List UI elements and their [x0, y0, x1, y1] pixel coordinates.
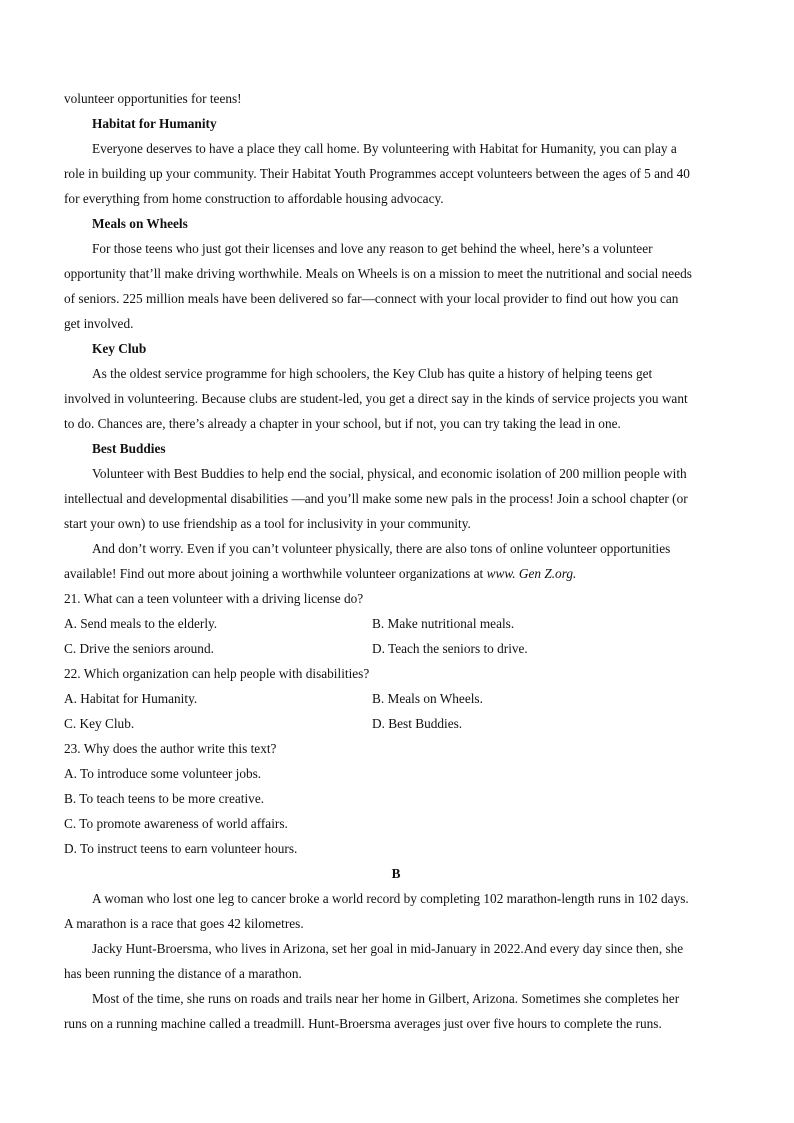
paragraph-line: runs on a running machine called a treadmill. Hunt-Broersma averages just over five hours to complete the runs. [64, 1016, 662, 1031]
section-meals-on-wheels [64, 211, 728, 336]
intro-tail: volunteer opportunities for teens! [64, 91, 242, 106]
option-b[interactable]: B. To teach teens to be more creative. [64, 791, 265, 806]
closing-line: And don’t worry. Even if you can’t volunteer physically, there are also tons of online volunteer opportunities [92, 541, 671, 556]
paragraph-line: for everything from home construction to affordable housing advocacy. [64, 191, 444, 206]
paragraph-line: opportunity that’ll make driving worthwhile. Meals on Wheels is on a mission to meet the nutritional and social needs [64, 266, 692, 281]
section-heading: Meals on Wheels [92, 216, 188, 231]
closing-text: available! Find out more about joining a worthwhile volunteer organizations at [64, 566, 487, 581]
option-row [64, 711, 728, 736]
section-heading: Key Club [92, 341, 147, 356]
document-page [64, 86, 728, 1036]
closing-line [64, 561, 728, 586]
paragraph-line: Most of the time, she runs on roads and trails near her home in Gilbert, Arizona. Sometimes she completes her [92, 991, 680, 1006]
option-a[interactable]: A. To introduce some volunteer jobs. [64, 766, 262, 781]
paragraph-line: Everyone deserves to have a place they call home. By volunteering with Habitat for Humanity, you can play a [92, 141, 677, 156]
option-c[interactable]: C. Key Club. [64, 716, 135, 731]
option-b[interactable]: B. Meals on Wheels. [372, 691, 483, 706]
option-row [64, 636, 728, 661]
paragraph-line: As the oldest service programme for high schoolers, the Key Club has quite a history of helping teens get [92, 366, 653, 381]
paragraph-line: of seniors. 225 million meals have been delivered so far—connect with your local provider to find out how you can [64, 291, 679, 306]
website-link[interactable]: www. Gen Z.org. [486, 566, 577, 581]
option-d[interactable]: D. To instruct teens to earn volunteer hours. [64, 841, 298, 856]
option-a[interactable]: A. Habitat for Humanity. [64, 691, 198, 706]
option-row [64, 611, 728, 636]
option-b[interactable]: B. Make nutritional meals. [372, 616, 515, 631]
question-stem: 23. Why does the author write this text? [64, 741, 277, 756]
paragraph-line: A woman who lost one leg to cancer broke a world record by completing 102 marathon-length runs in 102 days. [92, 891, 689, 906]
question-21 [64, 586, 728, 661]
passage-b-paragraph-1 [64, 886, 728, 936]
paragraph-line: has been running the distance of a marathon. [64, 966, 302, 981]
paragraph-line: role in building up your community. Their Habitat Youth Programmes accept volunteers between the ages of 5 and 40 [64, 166, 690, 181]
passage-b-paragraph-3 [64, 986, 728, 1036]
question-stem: 22. Which organization can help people with disabilities? [64, 666, 370, 681]
question-stem: 21. What can a teen volunteer with a driving license do? [64, 591, 364, 606]
option-c[interactable]: C. Drive the seniors around. [64, 641, 214, 656]
option-row [64, 686, 728, 711]
paragraph-line: Volunteer with Best Buddies to help end the social, physical, and economic isolation of 200 million people with [92, 466, 687, 481]
section-best-buddies [64, 436, 728, 536]
section-key-club [64, 336, 728, 436]
paragraph-line: Jacky Hunt-Broersma, who lives in Arizona, set her goal in mid-January in 2022.And every day since then, she [92, 941, 684, 956]
paragraph-line: get involved. [64, 316, 134, 331]
option-d[interactable]: D. Best Buddies. [372, 716, 463, 731]
option-c[interactable]: C. To promote awareness of world affairs. [64, 816, 288, 831]
passage-b-paragraph-2 [64, 936, 728, 986]
question-22 [64, 661, 728, 736]
paragraph-line: A marathon is a race that goes 42 kilometres. [64, 916, 304, 931]
question-23 [64, 736, 728, 861]
paragraph-line: involved in volunteering. Because clubs are student-led, you get a direct say in the kinds of service projects you want [64, 391, 688, 406]
section-habitat [64, 111, 728, 211]
paragraph-line: intellectual and developmental disabilities —and you’ll make some new pals in the process! Join a school chapter (or [64, 491, 688, 506]
passage-b-label: B [391, 866, 401, 881]
option-d[interactable]: D. Teach the seniors to drive. [372, 641, 528, 656]
paragraph-line: start your own) to use friendship as a tool for inclusivity in your community. [64, 516, 471, 531]
paragraph-line: For those teens who just got their licenses and love any reason to get behind the wheel, here’s a volunteer [92, 241, 653, 256]
paragraph-line: to do. Chances are, there’s already a chapter in your school, but if not, you can try taking the lead in one. [64, 416, 621, 431]
section-heading: Best Buddies [92, 441, 166, 456]
section-heading: Habitat for Humanity [92, 116, 217, 131]
option-a[interactable]: A. Send meals to the elderly. [64, 616, 218, 631]
